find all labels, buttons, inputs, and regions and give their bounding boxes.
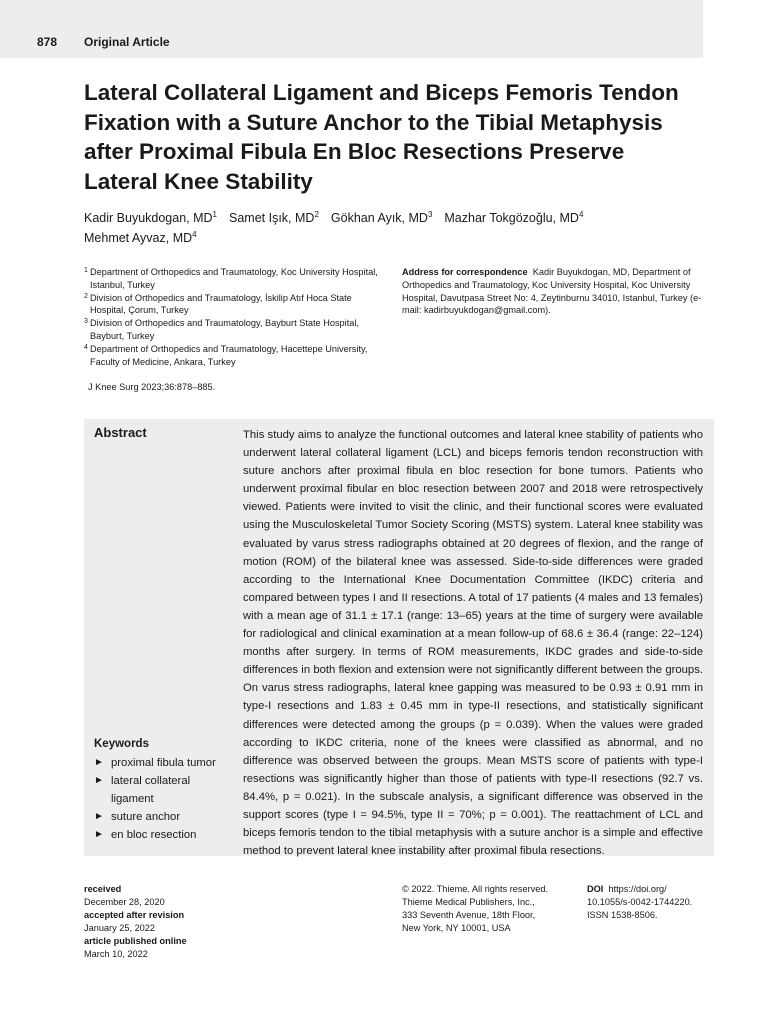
copyright-block	[402, 883, 582, 935]
author: Mazhar Tokgözoğlu, $MD^4$	[444, 210, 584, 225]
author: Kadir Buyukdogan, $MD^1$	[84, 210, 217, 225]
author: Samet Işık, $MD^2$	[229, 210, 319, 225]
arrow-icon: ►	[94, 811, 104, 822]
doi-link[interactable]: https://doi.org/	[608, 884, 667, 894]
keywords-list	[94, 754, 234, 844]
copyright-line: © 2022. Thieme. All rights reserved.	[402, 884, 549, 894]
issn: ISSN 1538-8506.	[587, 910, 658, 920]
affiliation-item: 1 Department of Orthopedics and Traumatology, Koc University Hospital, Istanbul, Turkey	[84, 267, 378, 290]
author: Gökhan Ayık, $MD^3$	[330, 210, 433, 225]
published-label: article published online	[84, 936, 187, 946]
accepted-label: accepted after revision	[84, 910, 185, 920]
correspondence-text: Kadir Buyukdogan, MD, Department of Orthopedics and Traumatology, Koc University Hospital, Koc University Hospital, Davutpasa Street No: 4, Zeytinburnu 34010, Istanbul, Turkey (e-mail: kadirbuyukdogan@gmail.com).	[402, 267, 702, 316]
journal-citation: J Knee Surg 2023;36:878–885.	[88, 382, 216, 392]
article-title: Lateral Collateral Ligament and Biceps Femoris Tendon Fixation with a Suture Anchor to the Tibial Metaphysis after Proximal Fibula En Bloc Resections Preserve Lateral Knee Stability	[84, 80, 679, 194]
keyword-item: ► lateral collateral ligament	[94, 772, 234, 808]
page-header	[0, 0, 703, 58]
arrow-icon: ►	[94, 829, 104, 840]
arrow-icon: ►	[94, 757, 104, 768]
affiliation-item: 3 Division of Orthopedics and Traumatology, Bayburt State Hospital, Bayburt, Turkey	[84, 318, 359, 341]
doi-label: DOI	[587, 884, 604, 894]
author-list	[84, 208, 684, 248]
article-dates	[84, 883, 284, 961]
received-date: December 28, 2020	[84, 897, 165, 907]
published-date: March 10, 2022	[84, 949, 148, 959]
abstract-text: This study aims to analyze the functional outcomes and lateral knee stability of patients who underwent lateral collateral ligament (LCL) and biceps femoris tendon reconstruction with suture anchors after proximal fibula en bloc resection for bone tumors. Patients who underwent proximal fibular en bloc resection between 2007 and 2018 were retrospectively viewed. Patients were invited to visit the clinic, and their functional scores were evaluated using the Musculoskeletal Tumor Society Scoring (MSTS) system. Lateral knee stability was evaluated by varus stress radiographs obtained at 20 degrees of flexion, and the range of motion (ROM) of the bilateral knee was assessed. Side-to-side differences were graded according to the International Knee Documentation Committee (IKDC) criteria and compared between types I and II resections. A total of 17 patients (4 males and 13 females) with a mean age of 31.1 ± 17.1 (range: 13–65) years at the time of surgery were available for radiological and clinical examination at a mean follow-up of 68.6 ± 36.4 (range: 22–124) months after surgery. In terms of ROM measurements, IKDC grades and side-to-side differences in both flexion and extension were not significantly different between the groups. On varus stress radiographs, lateral knee gapping was measured to be 0.93 ± 0.91 mm in type-I resections and 1.83 ± 0.45 mm in type-II resections, and statistically significant differences were detected among the groups (p = 0.039). When the values were graded according to IKDC criteria, none of the knees were classified as abnormal, and no difference was observed between the groups. Mean MSTS score of patients with type-I resections was significantly higher than those of patients with type-II resections (92.7 vs. 84.4%, p = 0.021). In the subscale analysis, a significant difference was observed in the support scores (type I = 94.5%, type II = 70%; p = 0.001). The reattachment of LCL and biceps femoris tendon to the tibial metaphysis with a suture anchor is a simple and effective method to prevent lateral knee instability after proximal fibula resections.	[243, 429, 703, 858]
doi-block	[587, 883, 717, 922]
abstract-heading: Abstract	[94, 425, 147, 440]
received-label: received	[84, 884, 122, 894]
affiliations	[84, 266, 384, 368]
accepted-date: January 25, 2022	[84, 923, 156, 933]
affiliation-item: 2 Division of Orthopedics and Traumatology, İskilip Atıf Hoca State Hospital, Çorum, Turkey	[84, 292, 352, 316]
address-line: New York, NY 10001, USA	[402, 923, 511, 933]
affiliation-item: 4 Department of Orthopedics and Traumatology, Hacettepe University, Faculty of Medicine, Ankara, Turkey	[84, 343, 368, 367]
keywords-heading: Keywords	[94, 738, 149, 750]
correspondence-address	[402, 266, 707, 317]
section-label: Original Article	[84, 35, 170, 49]
correspondence-label: Address for correspondence	[402, 267, 528, 277]
arrow-icon: ►	[94, 775, 104, 786]
author: Mehmet Ayvaz, $MD^4$	[84, 230, 197, 245]
keyword-item: ► en bloc resection	[94, 826, 234, 844]
keyword-item: ► suture anchor	[94, 808, 234, 826]
publisher-line: Thieme Medical Publishers, Inc.,	[402, 897, 535, 907]
address-line: 333 Seventh Avenue, 18th Floor,	[402, 910, 536, 920]
page-number: 878	[37, 35, 58, 49]
doi-value: 10.1055/s-0042-1744220.	[587, 897, 693, 907]
keyword-item: ► proximal fibula tumor	[94, 754, 234, 772]
